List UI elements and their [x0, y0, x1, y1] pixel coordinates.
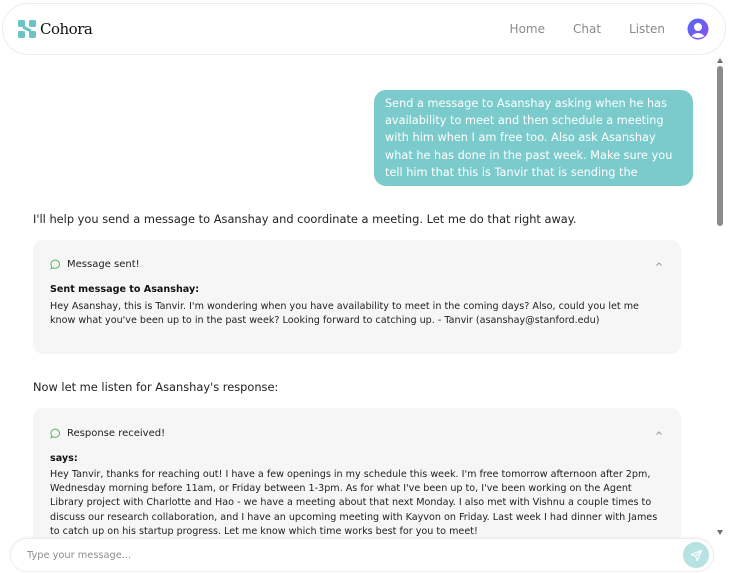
chat-bubble-icon [50, 428, 61, 439]
assistant-message-intro: I'll help you send a message to Asanshay and coordinate a meeting. Let me do that right away. [33, 212, 577, 226]
chat-transcript [0, 58, 716, 540]
scroll-up-arrow-icon[interactable] [717, 58, 723, 63]
response-card-header[interactable] [50, 423, 664, 443]
user-message-bubble: Send a message to Asanshay asking when he has availability to meet and then schedule a meeting with him when I am free too. Also ask Asanshay what he has done in the past week. Make sure you tell him that this is Tanvir that is sending the message. [374, 90, 693, 186]
scroll-down-arrow-icon[interactable] [717, 530, 723, 535]
scrollbar-thumb[interactable] [717, 66, 723, 226]
sent-message-body: Hey Asanshay, this is Tanvir. I'm wondering when you have availability to meet in the coming days? Also, could you let me know what you've been up to in the past week? Looking forward to catching up. - Tanvir (asanshay@stanford.edu) [50, 301, 639, 327]
nav-chat[interactable]: Chat [572, 22, 602, 36]
nav-home[interactable]: Home [509, 22, 545, 36]
response-received-title: Response received! [67, 427, 166, 439]
send-paper-plane-icon [690, 549, 703, 562]
chat-bubble-icon [50, 259, 61, 270]
cohora-logo-icon [17, 19, 37, 39]
message-sent-card-header[interactable] [50, 254, 664, 274]
response-received-card [33, 408, 681, 540]
main-nav [510, 18, 709, 40]
response-sender-label: says: [50, 453, 78, 464]
nav-listen[interactable]: Listen [629, 22, 665, 36]
sent-message-label: Sent message to Asanshay: [50, 284, 200, 295]
user-avatar-icon[interactable] [687, 18, 709, 40]
send-button[interactable] [683, 542, 709, 568]
chevron-up-icon[interactable] [654, 428, 664, 438]
brand-name: Cohora [40, 20, 93, 38]
chevron-up-icon[interactable] [654, 259, 664, 269]
message-sent-card [33, 240, 681, 354]
top-nav-bar [2, 3, 726, 55]
brand-logo[interactable] [17, 19, 92, 39]
chat-scrollbar[interactable] [715, 56, 727, 540]
assistant-message-listen: Now let me listen for Asanshay's response: [33, 380, 279, 394]
message-input[interactable] [27, 550, 627, 561]
message-composer [10, 538, 714, 572]
message-sent-title: Message sent! [67, 258, 140, 270]
response-body: Hey Tanvir, thanks for reaching out! I have a few openings in my schedule this week. I'm free tomorrow afternoon after 2pm, Wednesday morning before 11am, or Friday between 1-3pm. As for what I've been up to, I've been working on the Agent Library project with Charlotte and Hao - we have a meeting about that next Monday. I also met with Vishnu a couple times to discuss our research collaboration, and I have an upcoming meeting with Kayvon on Friday. Last week I had dinner with James to catch up on his startup progress. Let me know which time works best for you to meet! [50, 469, 658, 537]
